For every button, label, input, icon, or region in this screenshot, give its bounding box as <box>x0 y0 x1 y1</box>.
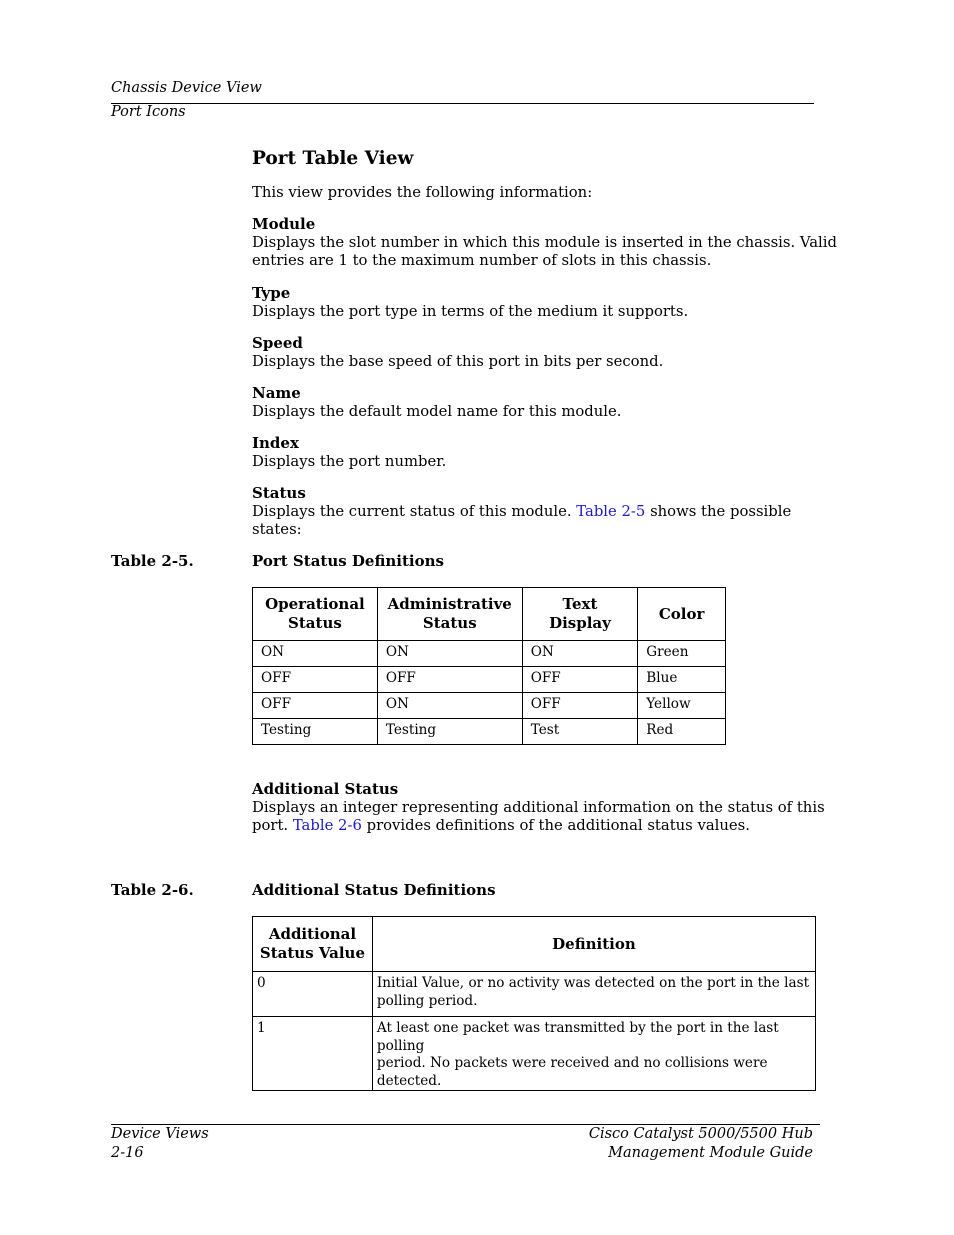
term-status <box>252 484 791 540</box>
term-speed <box>252 334 663 371</box>
term-module <box>252 215 837 271</box>
running-header-chapter: Chassis Device View <box>111 80 262 96</box>
table-cell: Green <box>638 641 726 667</box>
term-desc: Displays the default model name for this module. <box>252 402 622 420</box>
table-cell: Red <box>638 719 726 745</box>
table-cell: Test <box>522 719 638 745</box>
term-desc <box>252 503 791 522</box>
term-name: Speed <box>252 334 303 352</box>
table-caption-number: Table 2-6. <box>111 881 194 899</box>
table-cell: Testing <box>377 719 522 745</box>
term-desc: entries are 1 to the maximum number of slots in this chassis. <box>252 252 712 269</box>
column-header: Administrative Status <box>377 588 522 641</box>
running-header-section: Port Icons <box>111 104 186 120</box>
term-desc: Displays the base speed of this port in bits per second. <box>252 352 664 370</box>
column-header: Definition <box>372 917 815 972</box>
column-header: Color <box>638 588 726 641</box>
footer-book-title: Cisco Catalyst 5000/5500 Hub <box>588 1126 813 1142</box>
table-cell: ON <box>253 641 378 667</box>
table-cell: 0 <box>253 972 373 1017</box>
table-2-5-link[interactable]: Table 2-5 <box>576 502 646 520</box>
term-index <box>252 434 446 471</box>
column-header: Text Display <box>522 588 638 641</box>
table-row <box>253 693 726 719</box>
term-desc: Displays the port type in terms of the medium it supports. <box>252 302 689 320</box>
table-header-row <box>253 917 816 972</box>
header-rule <box>111 103 814 104</box>
table-row <box>253 1017 816 1091</box>
column-header: Operational Status <box>253 588 378 641</box>
term-name: Module <box>252 215 316 233</box>
table-caption-title: Additional Status Definitions <box>252 881 496 899</box>
table-caption-title: Port Status Definitions <box>252 552 444 570</box>
term-desc: Displays the port number. <box>252 452 447 470</box>
port-status-table <box>252 587 726 745</box>
term-name: Index <box>252 434 299 452</box>
section-title: Port Table View <box>252 148 414 169</box>
table-cell: 1 <box>253 1017 373 1091</box>
term-desc-text: shows the possible <box>650 502 792 520</box>
term-desc: Displays the slot number in which this module is inserted in the chassis. Valid <box>252 233 837 251</box>
term-additional-status <box>252 780 825 836</box>
table-cell: OFF <box>522 667 638 693</box>
table-cell: OFF <box>253 693 378 719</box>
table-row <box>253 667 726 693</box>
table-row <box>253 719 726 745</box>
table-row <box>253 972 816 1017</box>
table-cell: ON <box>522 641 638 667</box>
term-type <box>252 284 688 321</box>
table-cell: Testing <box>253 719 378 745</box>
table-cell: OFF <box>522 693 638 719</box>
column-header: Additional Status Value <box>253 917 373 972</box>
table-cell: ON <box>377 641 522 667</box>
footer-book-subtitle: Management Module Guide <box>608 1145 813 1161</box>
footer-chapter: Device Views <box>111 1126 209 1142</box>
table-cell: ON <box>377 693 522 719</box>
term-name: Name <box>252 384 301 402</box>
term-name: Type <box>252 284 291 302</box>
table-cell: Blue <box>638 667 726 693</box>
term-name: Status <box>252 484 306 502</box>
term-name: Additional Status <box>252 780 399 798</box>
table-cell: OFF <box>253 667 378 693</box>
table-row <box>253 641 726 667</box>
table-cell: Initial Value, or no activity was detected on the port in the last polling period. <box>372 972 815 1017</box>
term-desc-text: provides definitions of the additional status values. <box>366 817 750 834</box>
table-2-6-link[interactable]: Table 2-6 <box>292 817 362 834</box>
term-desc: Displays an integer representing additional information on the status of this <box>252 798 825 816</box>
additional-status-table <box>252 916 816 1091</box>
table-caption-number: Table 2-5. <box>111 552 194 570</box>
term-desc-text: port. <box>252 817 289 834</box>
page-number: 2-16 <box>111 1145 144 1161</box>
term-desc: states: <box>252 521 302 538</box>
table-header-row <box>253 588 726 641</box>
section-intro: This view provides the following information: <box>252 184 593 201</box>
table-cell: At least one packet was transmitted by the port in the last polling period. No packets were received and no collisions were detected. <box>372 1017 815 1091</box>
table-cell: OFF <box>377 667 522 693</box>
term-desc <box>252 817 825 836</box>
table-cell: Yellow <box>638 693 726 719</box>
term-desc-text: Displays the current status of this module. <box>252 502 572 520</box>
term-name-field <box>252 384 622 421</box>
